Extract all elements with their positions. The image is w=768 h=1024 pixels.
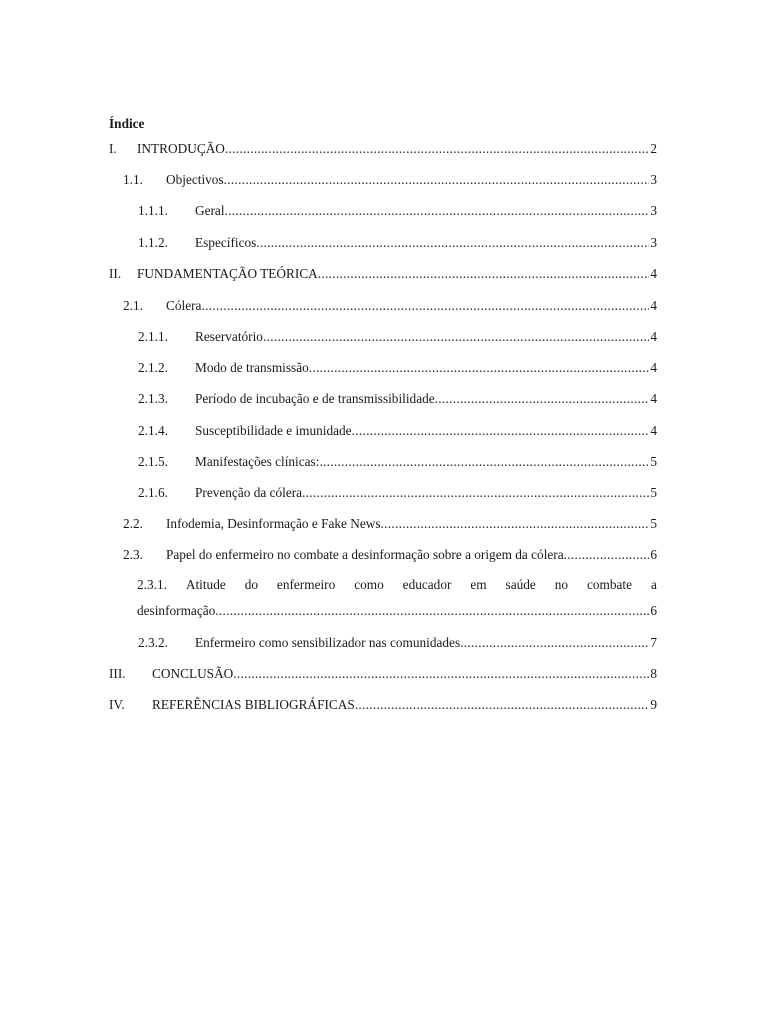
toc-entry-text: desinformação <box>137 603 216 618</box>
toc-entry-text: Objectivos <box>166 172 224 187</box>
toc-entry-number: 2.2. <box>123 516 143 531</box>
toc-leader-dots <box>224 171 650 189</box>
toc-entry-page: 2 <box>650 141 657 156</box>
toc-entry-text: Susceptibilidade e imunidade <box>195 423 352 438</box>
toc-entry-page: 3 <box>650 172 657 187</box>
toc-entry-atitude-do-enfermeiro[interactable] <box>137 572 657 624</box>
toc-leader-dots <box>460 634 649 652</box>
toc-leader-dots <box>352 422 650 440</box>
toc-entry-number: 2.1.6. <box>138 485 168 500</box>
toc-leader-dots <box>302 484 649 502</box>
toc-leader-dots <box>201 297 649 315</box>
toc-entry-text: Período de incubação e de transmissibilidade <box>195 391 435 406</box>
toc-entry-prevencao-da-colera[interactable] <box>138 484 657 502</box>
toc-leader-dots <box>309 359 650 377</box>
toc-entry-page: 4 <box>650 266 657 281</box>
toc-entry-line-2 <box>137 598 657 624</box>
toc-entry-page: 3 <box>650 203 657 218</box>
toc-entry-text: Modo de transmissão <box>195 360 309 375</box>
toc-entry-page: 4 <box>650 329 657 344</box>
toc-entry-susceptibilidade[interactable] <box>138 422 657 440</box>
toc-entry-number: II. <box>109 266 122 281</box>
toc-entry-number: 2.1.1. <box>138 329 168 344</box>
toc-entry-text: Enfermeiro como sensibilizador nas comunidades <box>195 635 461 650</box>
toc-entry-periodo-de-incubacao[interactable] <box>138 390 657 408</box>
toc-entry-number: 2.1. <box>123 298 143 313</box>
toc-leader-dots <box>233 665 649 683</box>
toc-entry-conclusao[interactable] <box>109 665 657 683</box>
toc-entry-word: do <box>244 577 258 592</box>
toc-entry-referencias-bibliograficas[interactable] <box>109 696 657 714</box>
toc-entry-page: 3 <box>650 235 657 250</box>
toc-entry-text: Geral <box>195 203 225 218</box>
toc-entry-text: REFERÊNCIAS BIBLIOGRÁFICAS <box>152 697 355 712</box>
toc-entry-enfermeiro-sensibilizador[interactable] <box>138 634 657 652</box>
toc-entry-number: 2.1.4. <box>138 423 168 438</box>
toc-entry-page: 4 <box>650 298 657 313</box>
toc-leader-dots <box>225 140 649 158</box>
toc-entry-manifestacoes-clinicas[interactable] <box>138 453 657 471</box>
toc-leader-dots <box>564 546 650 564</box>
toc-entry-page: 4 <box>650 360 657 375</box>
toc-entry-text: Prevenção da cólera <box>195 485 303 500</box>
toc-leader-dots <box>435 390 650 408</box>
toc-entry-text: Infodemia, Desinformação e Fake News <box>166 516 381 531</box>
toc-entry-number: 2.3.1. <box>137 577 167 592</box>
toc-entry-word: combate <box>586 577 633 592</box>
toc-entry-word: em <box>470 577 487 592</box>
toc-title: Índice <box>109 116 145 131</box>
toc-entry-especificos[interactable] <box>138 234 657 252</box>
toc-entry-text: CONCLUSÃO <box>152 666 234 681</box>
toc-leader-dots <box>319 453 649 471</box>
toc-entry-text: Reservatório <box>195 329 263 344</box>
toc-entry-number: 1.1.1. <box>138 203 168 218</box>
toc-entry-text: INTRODUÇÃO <box>137 141 225 156</box>
toc-entry-word: a <box>650 577 657 592</box>
toc-leader-dots <box>355 696 650 714</box>
toc-entry-colera[interactable] <box>123 297 657 315</box>
toc-entry-number: 2.1.3. <box>138 391 168 406</box>
toc-leader-dots <box>318 265 650 283</box>
toc-entry-page: 6 <box>650 603 657 618</box>
toc-entry-word: como <box>354 577 384 592</box>
toc-entry-geral[interactable] <box>138 202 657 220</box>
toc-leader-dots <box>256 234 649 252</box>
toc-entry-number: 2.1.5. <box>138 454 168 469</box>
toc-entry-page: 4 <box>650 423 657 438</box>
toc-leader-dots <box>263 328 649 346</box>
toc-entry-text: Cólera <box>166 298 202 313</box>
toc-entry-page: 5 <box>650 516 657 531</box>
toc-entry-number: 2.1.2. <box>138 360 168 375</box>
toc-entry-page: 9 <box>650 697 657 712</box>
toc-entry-number: 1.1. <box>123 172 143 187</box>
toc-entry-page: 8 <box>650 666 657 681</box>
toc-entry-word: educador <box>402 577 452 592</box>
toc-entry-number: IV. <box>109 697 125 712</box>
toc-entry-number: I. <box>109 141 117 156</box>
toc-entry-page: 6 <box>650 547 657 562</box>
toc-entry-introducao[interactable] <box>109 140 657 158</box>
toc-entry-page: 5 <box>650 454 657 469</box>
toc-entry-objectivos[interactable] <box>123 171 657 189</box>
toc-entry-word: enfermeiro <box>276 577 336 592</box>
toc-entry-line-1 <box>137 572 657 598</box>
toc-entry-reservatorio[interactable] <box>138 328 657 346</box>
toc-entry-number: 2.3.2. <box>138 635 168 650</box>
toc-entry-page: 5 <box>650 485 657 500</box>
toc-entry-word: saúde <box>505 577 536 592</box>
toc-entry-papel-do-enfermeiro[interactable] <box>123 546 657 564</box>
toc-entry-text: Específicos <box>195 235 257 250</box>
toc-leader-dots <box>225 202 650 220</box>
toc-entry-modo-de-transmissao[interactable] <box>138 359 657 377</box>
toc-entry-text: Papel do enfermeiro no combate a desinformação sobre a origem da cólera <box>166 547 564 562</box>
toc-entry-number: 2.3. <box>123 547 143 562</box>
toc-entry-text: Manifestações clínicas: <box>195 454 320 469</box>
toc-leader-dots <box>215 598 649 624</box>
toc-entry-fundamentacao-teorica[interactable] <box>109 265 657 283</box>
toc-entry-page: 4 <box>650 391 657 406</box>
toc-entry-infodemia[interactable] <box>123 515 657 533</box>
toc-leader-dots <box>381 515 650 533</box>
toc-entry-text: FUNDAMENTAÇÃO TEÓRICA <box>137 266 318 281</box>
toc-entry-word: no <box>554 577 569 592</box>
toc-entry-page: 7 <box>650 635 657 650</box>
toc-entry-number: 1.1.2. <box>138 235 168 250</box>
toc-entry-word: Atitude <box>185 577 226 592</box>
toc-entry-number: III. <box>109 666 126 681</box>
